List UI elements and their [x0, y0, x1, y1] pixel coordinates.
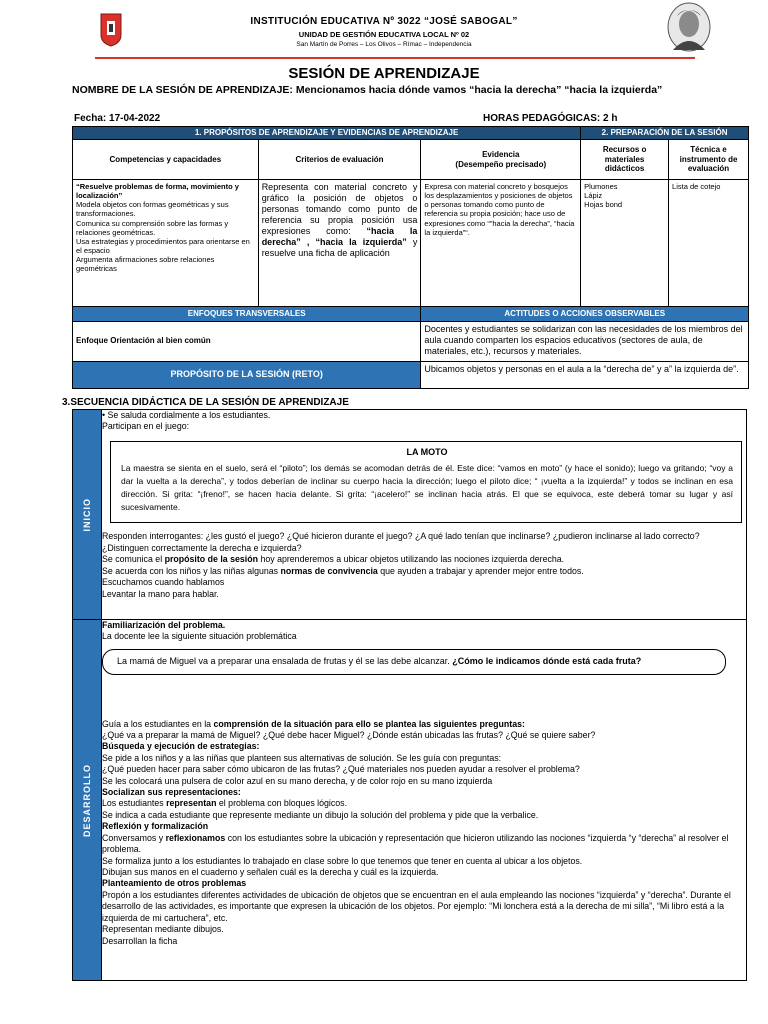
- game-box: [110, 441, 742, 524]
- game-title: LA MOTO: [406, 446, 448, 457]
- desarrollo-cell: [102, 620, 747, 981]
- reto-cell: Ubicamos objetos y personas en el aula a la “derecha de” y a” la izquierda de”.: [421, 361, 749, 388]
- header-tecnica: Técnica e instrumento de evaluación: [669, 140, 749, 180]
- des-heading: Familiarización del problema.: [102, 620, 226, 630]
- header-divider: [95, 57, 695, 59]
- enfoque-cell: Enfoque Orientación al bien común: [73, 321, 421, 361]
- competencias-cell: “Resuelve problemas de forma, movimiento y localización” Modela objetos con formas geométricas y sus transformaciones. Comunica su comprensión sobre las formas y relaciones geométricas. Usa estrategias y procedimientos para orientarse en el espacio Argumenta afirmaciones sobre relaciones geométricas: [73, 180, 259, 307]
- inicio-line: Se acuerda con los niños y las niñas algunas normas de convivencia que ayuden a trabajar y aprender mejor entre todos.: [102, 565, 584, 576]
- des-heading: Planteamiento de otros problemas: [102, 878, 247, 889]
- page-title: SESIÓN DE APRENDIZAJE: [288, 65, 480, 82]
- evidencia-cell: Expresa con material concreto y bosquejos los desplazamientos y posiciones de objetos o personas tomando como punto de referencia su propia posición; hace uso de expresiones como “”hacia la derecha”, “hacia la izquierda”“.: [421, 180, 581, 307]
- section2-title: 2. PREPARACIÓN DE LA SESIÓN: [581, 127, 749, 140]
- header-evidencia: Evidencia (Desempeño precisado): [421, 140, 581, 180]
- problem-box: La mamá de Miguel va a preparar una ensalada de frutas y él se las debe alcanzar. ¿Cómo le indicamos dónde está cada fruta?: [102, 649, 726, 675]
- des-line: Se formaliza junto a los estudiantes lo trabajado en clase sobre lo que tenemos que tener en cuenta al ubicar a los objetos.: [102, 855, 583, 866]
- des-line: ¿Qué pueden hacer para saber cómo ubicaron de las frutas? ¿Qué materiales nos pueden ayudar a resolver el problema?: [102, 764, 580, 775]
- inicio-cell: [102, 410, 747, 620]
- des-line: Los estudiantes representan el problema con bloques lógicos.: [102, 798, 348, 809]
- header-criterios: Criterios de evaluación: [258, 140, 421, 180]
- des-line: ¿Qué va a preparar la mamá de Miguel? ¿Qué debe hacer Miguel? ¿Dónde están ubicadas las frutas? ¿Qué se quiere saber?: [102, 729, 596, 740]
- section3-title: 3.SECUENCIA DIDÁCTICA DE LA SESIÓN DE APRENDIZAJE: [62, 397, 349, 408]
- des-line: Conversamos y reflexionamos con los estudiantes sobre la ubicación y representación que hicieron utilizando las nociones “izquierda “y “derecha” al resolver el problema.: [102, 832, 729, 855]
- des-heading: Socializan sus representaciones:: [102, 787, 241, 798]
- inicio-line: Se comunica el propósito de la sesión hoy aprenderemos a ubicar objetos utilizando las nociones izquierda derecha.: [102, 554, 565, 565]
- game-text: La maestra se sienta en el suelo, será el “piloto”; los demás se acomodan detrás de él. Este dice: “vamos en moto” (y hace el sonido); luego va gritando; “voy a dar la vuelta a la derecha”, y todos deberían de inclinar su cuerpo hacia la dirección; luego el piloto dice; “ ¡vuelta a la izquierda!” y todos se inclinan en esa dirección. Si grita: “¡freno!”, se hacen hacia delante. Si grita: “¡acelero!” se inclinan hacia atrás. El que se equivoca, este deberá tomar su lugar y así sucesivamente.: [121, 462, 733, 513]
- inicio-side: [73, 410, 102, 620]
- purposes-table: [72, 126, 749, 389]
- des-heading: Búsqueda y ejecución de estrategias:: [102, 741, 260, 752]
- inicio-line: Escuchamos cuando hablamos: [102, 577, 225, 588]
- enfoques-header: ENFOQUES TRANSVERSALES: [73, 307, 421, 322]
- sequence-table: [72, 409, 747, 981]
- criterios-cell: Representa con material concreto y gráfico la posición de objetos o personas tomando como punto de referencia su propia posición usa expresiones como: “hacia la derecha” , “hacia la izquierda” y resuelve una ficha de aplicación: [258, 180, 421, 307]
- desarrollo-label: DESARROLLO: [82, 763, 92, 837]
- header-recursos: Recursos o materiales didácticos: [581, 140, 669, 180]
- des-line: Se pide a los niños y a las niñas que planteen sus alternativas de solución. Se les guía con preguntas:: [102, 752, 502, 763]
- tecnica-cell: Lista de cotejo: [669, 180, 749, 307]
- des-line: Guía a los estudiantes en la comprensión de la situación para ello se plantea las siguientes preguntas:: [102, 718, 525, 729]
- des-line: Desarrollan la ficha: [102, 935, 178, 946]
- session-name: NOMBRE DE LA SESIÓN DE APRENDIZAJE: Mencionamos hacia dónde vamos “hacia la derecha” “hacia la izquierda”: [72, 84, 663, 96]
- institution-name: INSTITUCIÓN EDUCATIVA Nº 3022 “JOSÉ SABOGAL”: [250, 16, 518, 27]
- inicio-label: INICIO: [82, 497, 92, 532]
- des-line: La docente lee la siguiente situación problemática: [102, 631, 297, 642]
- des-line: Se indica a cada estudiante que represente mediante un dibujo la solución del problema y pide que la verbalice.: [102, 809, 539, 820]
- hours: HORAS PEDAGÓGICAS: 2 h: [483, 113, 618, 124]
- inicio-line: Responden interrogantes: ¿les gustó el juego? ¿Qué hicieron durante el juego? ¿A qué lado tenían que inclinarse? ¿pudieron inclinarse al lado correcto? ¿Distinguen correctamente la derecha e izquierda?: [102, 531, 700, 553]
- date: Fecha: 17-04-2022: [74, 113, 161, 124]
- des-line: Propón a los estudiantes diferentes actividades de ubicación de objetos que se encuentran en el aula empleando las nociones “izquierda” y “derecha”. Durante el desarrollo de las actividades, es importante que expresen la ubicación de los objetos. Por ejemplo: “Mi lonchera está a la derecha de mi silla”, “Mi libro está a la izquierda de mi cartuchera”, etc.: [102, 889, 731, 923]
- districts: San Martín de Porres – Los Olivos – Rímac – Independencia: [296, 41, 472, 48]
- des-heading: Reflexión y formalización: [102, 821, 209, 832]
- portrait-icon: [667, 2, 711, 52]
- actitud-cell: Docentes y estudiantes se solidarizan con las necesidades de los miembros del aula cuando comparten los espacios educativos (sectores de aula, de materiales, etc.), recursos y materiales.: [421, 321, 749, 361]
- desarrollo-side: [73, 620, 102, 981]
- recursos-cell: Plumones Lápiz Hojas bond: [581, 180, 669, 307]
- des-line: Dibujan sus manos en el cuaderno y señalen cuál es la derecha y cuál es la izquierda.: [102, 867, 439, 878]
- ugel-name: UNIDAD DE GESTIÓN EDUCATIVA LOCAL Nº 02: [298, 30, 470, 39]
- des-line: Se les colocará una pulsera de color azul en su mano derecha, y de color rojo en su mano izquierda: [102, 775, 493, 786]
- actitudes-header: ACTITUDES O ACCIONES OBSERVABLES: [421, 307, 749, 322]
- inicio-line: Participan en el juego:: [102, 421, 190, 432]
- section1-title: 1. PROPÓSITOS DE APRENDIZAJE Y EVIDENCIAS DE APRENDIZAJE: [73, 127, 581, 140]
- des-line: Representan mediante dibujos.: [102, 924, 224, 935]
- inicio-line: • Se saluda cordialmente a los estudiantes.: [102, 410, 271, 420]
- proposito-header: PROPÓSITO DE LA SESIÓN (RETO): [73, 361, 421, 388]
- header-competencias: Competencias y capacidades: [73, 140, 259, 180]
- inicio-line: Levantar la mano para hablar.: [102, 588, 219, 599]
